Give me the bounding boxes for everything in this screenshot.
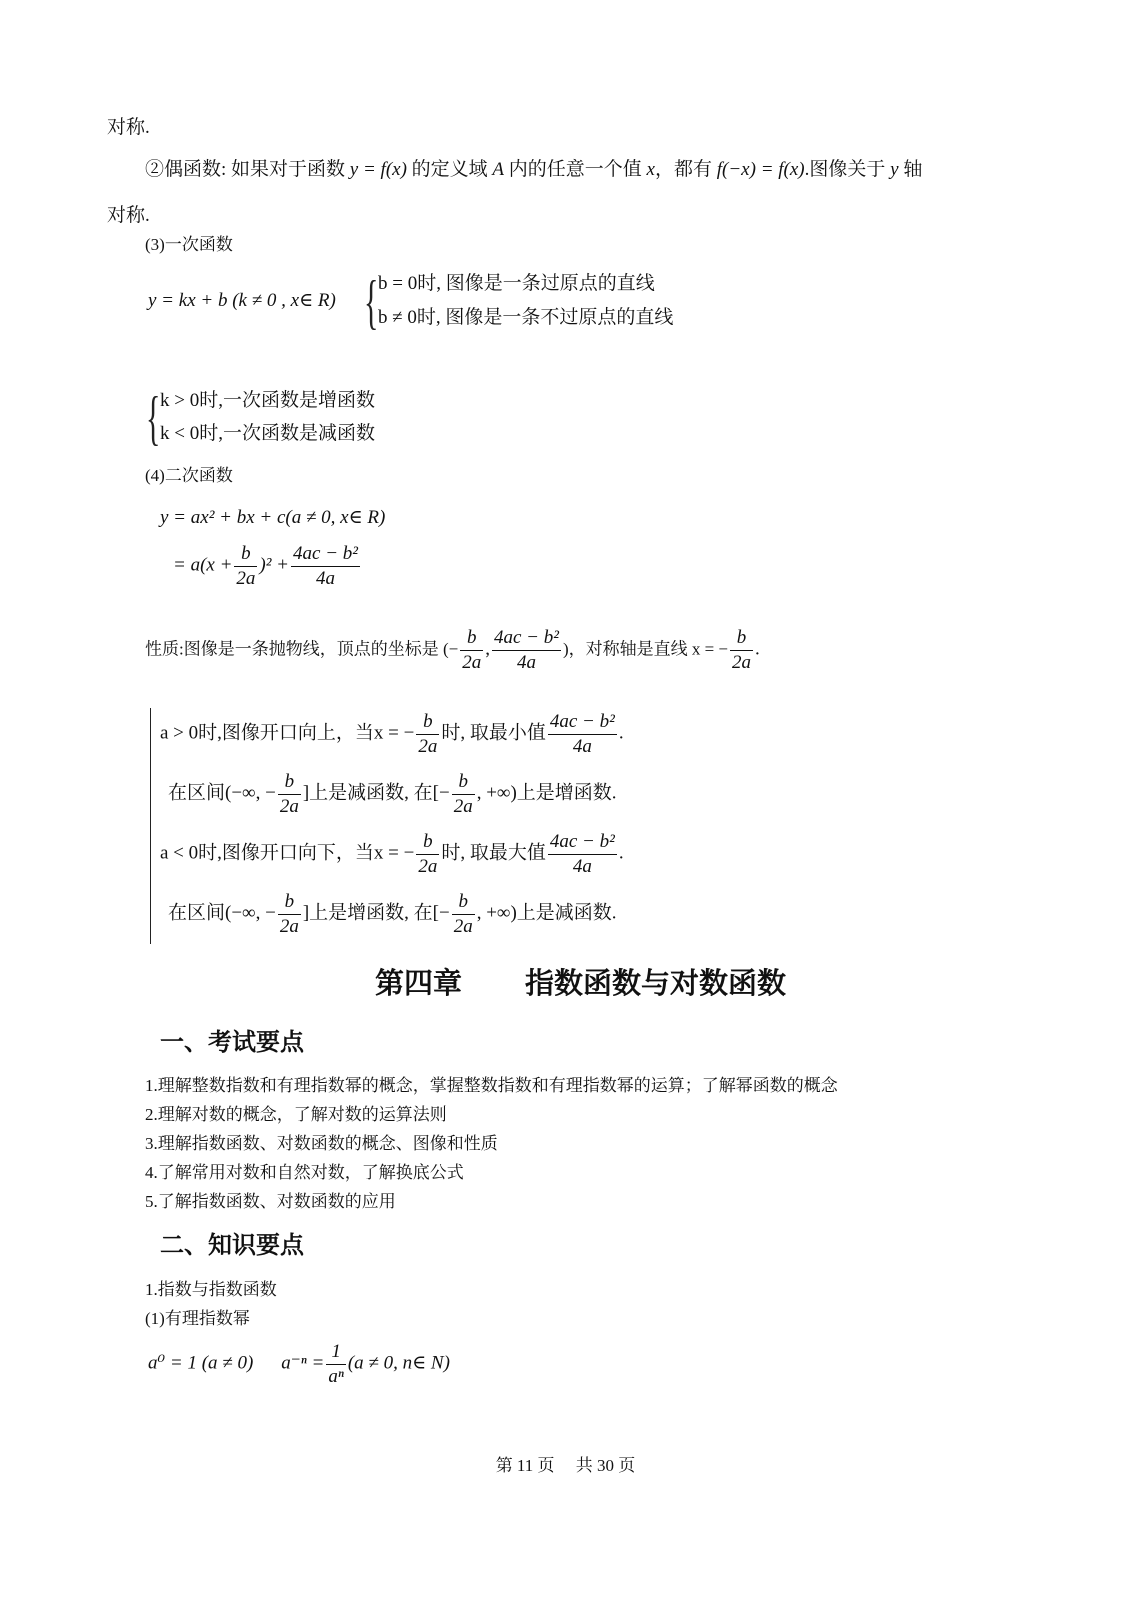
section-title: 一、考试要点 bbox=[160, 1030, 304, 1056]
text: .图像关于 bbox=[804, 159, 891, 180]
text: , bbox=[485, 638, 490, 660]
text-line: 对称. bbox=[107, 205, 150, 226]
case-row bbox=[168, 770, 617, 819]
text: )² + bbox=[259, 554, 290, 576]
formula: f(−x) = f(x) bbox=[716, 159, 805, 180]
text: ，都有 bbox=[654, 159, 717, 180]
numerator: b bbox=[416, 710, 439, 735]
chapter-title: 指数函数与对数函数 bbox=[525, 968, 787, 1000]
text: 时, 取最大值 bbox=[441, 842, 546, 864]
text: = a(x + bbox=[173, 554, 233, 576]
numerator: 4ac − b² bbox=[548, 830, 617, 855]
brace-icon bbox=[150, 708, 151, 944]
text: , +∞)上是减函数. bbox=[476, 902, 617, 924]
text: , +∞)上是增函数. bbox=[476, 782, 617, 804]
formula: a⁻ⁿ = bbox=[281, 1352, 325, 1374]
formula: y = f(x) bbox=[349, 159, 407, 180]
numerator: b bbox=[460, 626, 483, 651]
text-line: 对称. bbox=[107, 117, 150, 138]
exponent-formulas bbox=[148, 1340, 450, 1389]
denominator: 2a bbox=[279, 915, 299, 937]
text: 在区间(−∞, − bbox=[168, 782, 276, 804]
quadratic-heading: (4)二次函数 bbox=[145, 466, 233, 485]
quadratic-formula: y = ax² + bx + c(a ≠ 0, x∈ R) bbox=[160, 507, 386, 528]
text: . bbox=[755, 638, 760, 660]
text: . bbox=[618, 842, 624, 864]
text: 时, 取最小值 bbox=[441, 722, 546, 744]
list-item: 3.理解指数函数、对数函数的概念、图像和性质 bbox=[145, 1134, 498, 1153]
linear-heading: (3)一次函数 bbox=[145, 235, 233, 254]
denominator: 4a bbox=[516, 651, 536, 673]
formula: (a ≠ 0, n∈ N) bbox=[347, 1352, 450, 1374]
denominator: 2a bbox=[418, 735, 438, 757]
case-line: b ≠ 0时, 图像是一条不过原点的直线 bbox=[378, 307, 674, 328]
case-row bbox=[168, 890, 617, 939]
text: ②偶函数: 如果对于函数 bbox=[145, 159, 350, 180]
denominator: 2a bbox=[418, 855, 438, 877]
case-line: k > 0时,一次函数是增函数 bbox=[160, 390, 375, 411]
text: 性质:图像是一条抛物线，顶点的坐标是 (− bbox=[145, 639, 459, 659]
numerator: 1 bbox=[326, 1340, 345, 1365]
numerator: b bbox=[452, 890, 475, 915]
var: y bbox=[890, 159, 899, 180]
linear-formula: y = kx + b (k ≠ 0 , x∈ R) bbox=[148, 290, 336, 311]
text: )，对称轴是直线 x = − bbox=[562, 639, 729, 659]
numerator: b bbox=[234, 542, 257, 567]
denominator: 4a bbox=[572, 735, 592, 757]
subheading: 1.指数与指数函数 bbox=[145, 1280, 277, 1299]
var: A bbox=[492, 159, 505, 180]
case-line: b = 0时, 图像是一条过原点的直线 bbox=[378, 273, 655, 294]
numerator: b bbox=[278, 890, 301, 915]
text: . bbox=[618, 722, 624, 744]
list-item: 2.理解对数的概念，了解对数的运算法则 bbox=[145, 1105, 447, 1124]
var: x bbox=[646, 159, 655, 180]
case-row bbox=[160, 830, 624, 879]
denominator: 2a bbox=[732, 651, 752, 673]
denominator: 2a bbox=[453, 795, 473, 817]
text: ]上是增函数, 在[− bbox=[302, 902, 450, 924]
text: a > 0时,图像开口向上，当x = − bbox=[160, 722, 415, 744]
list-item: 1.理解整数指数和有理指数幂的概念，掌握整数指数和有理指数幂的运算；了解幂函数的概念 bbox=[145, 1076, 838, 1095]
numerator: b bbox=[730, 626, 753, 651]
text: ]上是减函数, 在[− bbox=[302, 782, 450, 804]
text: 在区间(−∞, − bbox=[168, 902, 276, 924]
text: 的定义域 bbox=[406, 159, 493, 180]
quadratic-properties bbox=[145, 626, 760, 675]
numerator: 4ac − b² bbox=[291, 542, 360, 567]
denominator: 2a bbox=[453, 915, 473, 937]
denominator: 4a bbox=[572, 855, 592, 877]
denominator: 4a bbox=[315, 567, 335, 589]
text: 内的任意一个值 bbox=[504, 159, 647, 180]
numerator: b bbox=[278, 770, 301, 795]
numerator: b bbox=[416, 830, 439, 855]
brace-icon: { bbox=[364, 269, 379, 335]
text: 轴 bbox=[898, 159, 923, 180]
subheading: (1)有理指数幂 bbox=[145, 1309, 250, 1328]
even-function-definition bbox=[145, 160, 922, 179]
formula: a⁰ = 1 (a ≠ 0) bbox=[148, 1352, 254, 1374]
section-title: 二、知识要点 bbox=[160, 1233, 304, 1259]
page-footer: 第 11 页 共 30 页 bbox=[495, 1456, 636, 1475]
denominator: aⁿ bbox=[328, 1365, 344, 1387]
brace-icon: { bbox=[146, 385, 161, 451]
list-item: 4.了解常用对数和自然对数，了解换底公式 bbox=[145, 1163, 464, 1182]
denominator: 2a bbox=[462, 651, 482, 673]
numerator: b bbox=[452, 770, 475, 795]
numerator: 4ac − b² bbox=[492, 626, 561, 651]
case-line: k < 0时,一次函数是减函数 bbox=[160, 423, 375, 444]
numerator: 4ac − b² bbox=[548, 710, 617, 735]
case-row bbox=[160, 710, 624, 759]
text: a < 0时,图像开口向下，当x = − bbox=[160, 842, 415, 864]
chapter-number: 第四章 bbox=[375, 968, 463, 1000]
quadratic-vertex-form bbox=[173, 542, 362, 591]
denominator: 2a bbox=[279, 795, 299, 817]
denominator: 2a bbox=[236, 567, 256, 589]
list-item: 5.了解指数函数、对数函数的应用 bbox=[145, 1192, 396, 1211]
